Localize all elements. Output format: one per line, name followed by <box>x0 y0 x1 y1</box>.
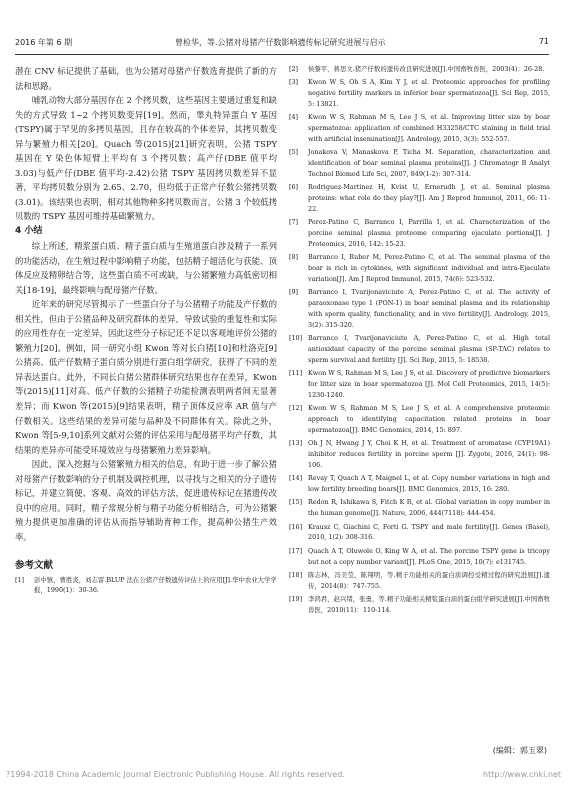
reference-number: [15] <box>289 498 303 507</box>
reference-number: [12] <box>289 404 303 413</box>
reference-number: [9] <box>289 288 299 297</box>
references-heading: 参考文献 <box>15 559 54 571</box>
copyright-text: ?1994-2018 China Academic Journal Electronic Publishing House. All rights reserved. <box>6 770 345 779</box>
page-header <box>15 35 549 51</box>
reference-number: [16] <box>289 522 303 531</box>
reference-number: [5] <box>289 148 299 157</box>
reference-item <box>289 403 550 436</box>
reference-text: Rodriguez-Martinez H, Kvist U, Ernerudh J, et al. Seminal plasma proteins: what role do they play?[J]. Am J Reprod Immunol, 2011, 66: 11-22. <box>308 183 550 214</box>
reference-item <box>289 147 550 180</box>
reference-item <box>289 473 550 495</box>
reference-text: Redon R, Ishikawa S, Fitch K R, et al. Global variation in copy number in the human genome[J]. Nature, 2006, 444(7118): 444-454. <box>308 498 550 518</box>
body-paragraph: 综上所述，精浆蛋白质、精子蛋白质与生殖道蛋白涉及精子一系列的功能活动，在生殖过程中影响精子功能，包括精子超活化与获能、顶体反应及精卵结合等，这些蛋白质不可或缺，与公猪繁殖力高低密切相关[18-19]，最终影响与配母猪产仔数。 <box>15 241 277 295</box>
page-number: 71 <box>538 37 549 46</box>
reference-item <box>289 77 550 110</box>
reference-text: Perez-Patino C, Barranco I, Parrilla I, et al. Characterization of the porcine seminal plasma proteome comparing ejaculate portions[J]. J Proteomics, 2016, 142: 15-23. <box>308 218 550 249</box>
reference-text: Quach A T, Oluwole O, King W A, et al. The porcine TSPY gene is tricopy but not a copy number variant[J]. PLoS One, 2015, 10(7): e131745. <box>308 546 550 566</box>
editor-note: (编辑：郭玉翠) <box>492 746 547 755</box>
reference-number: [13] <box>289 439 303 448</box>
reference-item <box>289 252 550 285</box>
right-column <box>289 64 550 618</box>
reference-text: 彭中镇，曹胜炎，刘志雷.BLUP 法在公猪产仔数遗传评估上的应用[J].华中农业大学学报，1990(1)：30-36. <box>34 575 277 595</box>
reference-number: [1] <box>15 575 25 584</box>
reference-item <box>15 575 277 597</box>
reference-number: [6] <box>289 183 299 192</box>
reference-text: 李鸿君，赵兴绪，张勇，等.精子功能相关精浆蛋白质的蛋白组学研究进展[J].中国畜牧兽医，2010(11)：110-114. <box>308 594 550 614</box>
reference-item <box>289 570 550 592</box>
reference-number: [11] <box>289 369 303 378</box>
reference-number: [17] <box>289 546 303 555</box>
reference-text: Kwon W S, Rahman M S, Lee J S, et al. Discovery of predictive biomarkers for litter size in boar spermatozoa [J]. Mol Cell Proteomics, 2015, 14(5): 1230-1240. <box>308 369 550 400</box>
left-column <box>15 64 277 596</box>
reference-item <box>289 546 550 568</box>
reference-item <box>289 217 550 250</box>
reference-text: Kwon W S, Rahman M S, Lee J S, et al. Improving litter size by boar spermatozoa: application of combined H33258/CTC staining in field trial with artificial insemination[J]. Andrology, 2015, 3(3): 552-557. <box>308 113 550 144</box>
body-paragraph: 哺乳动物大部分基因存在 2 个拷贝数，这些基因主要通过重复和缺失的方式导致 1~2 个拷贝数变异[19]。然而，睾丸特异蛋白 Y 基因(TSPY)属于罕见的多拷贝基因，且存在较高的个体差异，其拷贝数变异与繁殖力相关[20]。Quach 等(2015)[21]研究表明，公猪 TSPY 基因在 Y 染色体短臂上平均有 3 个拷贝数；高产仔(DBE 值平均 3.03)与低产仔(DBE 值平均-2.42)公猪 TSPY 基因拷贝数差异不显著，平均拷贝数分别为 2.65、2.70，但均低于正常产仔数公猪拷贝数(3.01)。该结果也表明，相对其他物种多拷贝数而言，公猪 3 个较低拷贝数的 TSPY 基因可维持基础繁殖力。 <box>15 95 277 222</box>
body-paragraph: 因此，深入挖掘与公猪繁殖力相关的信息，有助于进一步了解公猪对母猪产仔数影响的分子机制及调控机理，以寻找与之相关的分子遗传标记，并建立简便、客观、高效的评估方法，促进遗传标记在猪遗传改良中的应用。同时，精子常规分析与精子功能分析相结合，可为公猪繁殖力提供更加准确的评估从而指导辅助育种工作，提高种公猪生产效率。 <box>15 459 277 542</box>
reference-text: Jonakova V, Manaskova P, Ticha M. Separation, characterization and identification of boar seminal plasma proteins[J]. J Chromatogr B Analyt Technol Biomed Life Sci, 2007, 849(1-2): 307-314. <box>308 148 550 179</box>
reference-number: [8] <box>289 253 299 262</box>
body-paragraph: 近年来的研究尽管揭示了一些蛋白分子与公猪精子功能及产仔数的相关性，但由于公猪品种及研究群体的差异，导致试验的重复性和实际的应用性存在一定差异，因此这些分子标记还不足以客观地评价公猪的繁殖力[20]。例如，同一研究小组 Kwon 等对长白猪[10]和杜洛克[9]公猪高、低产仔数精子蛋白质分别进行蛋白组学研究，获得了不同的差异表达蛋白。此外，不同长白猪公猪群体研究结果也存在差异，Kwon 等(2015)[11]对高、低产仔数的公猪精子功能检测表明两者间无显著差异；而 Kwon 等(2015)[9]结果表明，精子顶体反应率 AR 值与产仔数相关。这些结果的差异可能与品种及不同群体有关。除此之外，Kwon 等[5-9,10]系列文献对公猪的评估采用与配母猪平均产仔数，其结果的差异亦可能受环境效应与母猪繁殖力差异影响。 <box>15 299 277 455</box>
page-footer <box>0 770 569 786</box>
reference-text: 陈志林，冯美莹，陈翔明，等.精子功能相关的蛋白质调控受精过程的研究进展[J].遗传，2014(8)：747-755. <box>308 570 550 590</box>
header-rule <box>15 54 549 55</box>
reference-item <box>289 368 550 401</box>
reference-item <box>289 112 550 145</box>
reference-text: Barranco I, Tvarijonaviciute A, Perez-Patino C, et al. The activity of paraoxonase type 1 (PON-1) in boar seminal plasma and its relationship with sperm quality, functionality, and in vivo fertility[J]. Andrology, 2015, 3(2): 315-320. <box>308 288 550 330</box>
reference-number: [3] <box>289 78 299 87</box>
reference-number: [2] <box>289 65 299 73</box>
reference-text: Revay T, Quach A T, Maignel L, et al. Copy number variations in high and low fertility breeding boars[J]. BMC Genomics, 2015, 16: 280. <box>308 474 550 494</box>
running-title: 曾检华，等.公猪对母猪产仔数影响遗传标记研究进展与启示 <box>175 38 386 47</box>
reference-text: Kwon W S, Rahman M S, Lee J S, et al. A comprehensive proteomic approach to identifying capacitation related proteins in boar spermatozoa[J]. BMC Genomics, 2014, 15: 897. <box>308 404 550 435</box>
reference-number: [4] <box>289 113 299 122</box>
section-heading: 4 小结 <box>15 226 43 237</box>
reference-item <box>289 333 550 366</box>
reference-item <box>289 497 550 519</box>
reference-item <box>289 287 550 331</box>
reference-number: [7] <box>289 218 299 227</box>
reference-number: [19] <box>289 594 303 603</box>
reference-text: Krausz C, Giachini C, Forti G. TSPY and male fertility[J]. Genes (Basel), 2010, 1(2): 308-316. <box>308 522 550 542</box>
journal-issue: 2016 年第 6 期 <box>15 38 73 47</box>
reference-text: Barranco I, Ruber M, Perez-Patino C, et al. The seminal plasma of the boar is rich in cytokines, with significant individual and intra-Ejaculate variation[J]. Am J Reprod Immunol, 2015, 74(6): 523-532. <box>308 253 550 284</box>
reference-number: [10] <box>289 334 303 343</box>
cnki-url: http://www.cnki.net <box>483 770 561 779</box>
reference-item <box>289 522 550 544</box>
body-paragraph: 潜在 CNV 标记提供了基础，也为公猪对母猪产仔数选育提供了新的方法和思路。 <box>15 66 277 91</box>
reference-text: 侯黎平，蒋思文.猪产仔数的遗传改良研究进展[J].中国畜牧兽医，2003(4)：26-28. <box>308 65 545 73</box>
reference-text: Kwon W S, Oh S A, Kim Y J, et al. Proteomic approaches for profiling negative fertility markers in inferior boar spermatozoa[J]. Sci Rep, 2015, 5: 13821. <box>308 78 550 109</box>
reference-item <box>289 64 550 75</box>
reference-item <box>289 594 550 616</box>
reference-number: [14] <box>289 474 303 483</box>
reference-item <box>289 438 550 471</box>
reference-number: [18] <box>289 570 303 579</box>
reference-text: Barranco I, Tvarijonaviciute A, Perez-Patino C, et al. High total antioxidant capacity of the porcine seminal plasma (SP-TAC) relates to sperm survival and fertility [J]. Sci Rep, 2015, 5: 18538. <box>308 334 550 365</box>
reference-item <box>289 182 550 215</box>
reference-text: Oh J N, Hwang J Y, Choi K H, et al. Treatment of aromatase (CYP19A1) inhibitor reduces fertility in porcine sperm [J]. Zygote, 2016, 24(1): 98-106. <box>308 439 550 470</box>
